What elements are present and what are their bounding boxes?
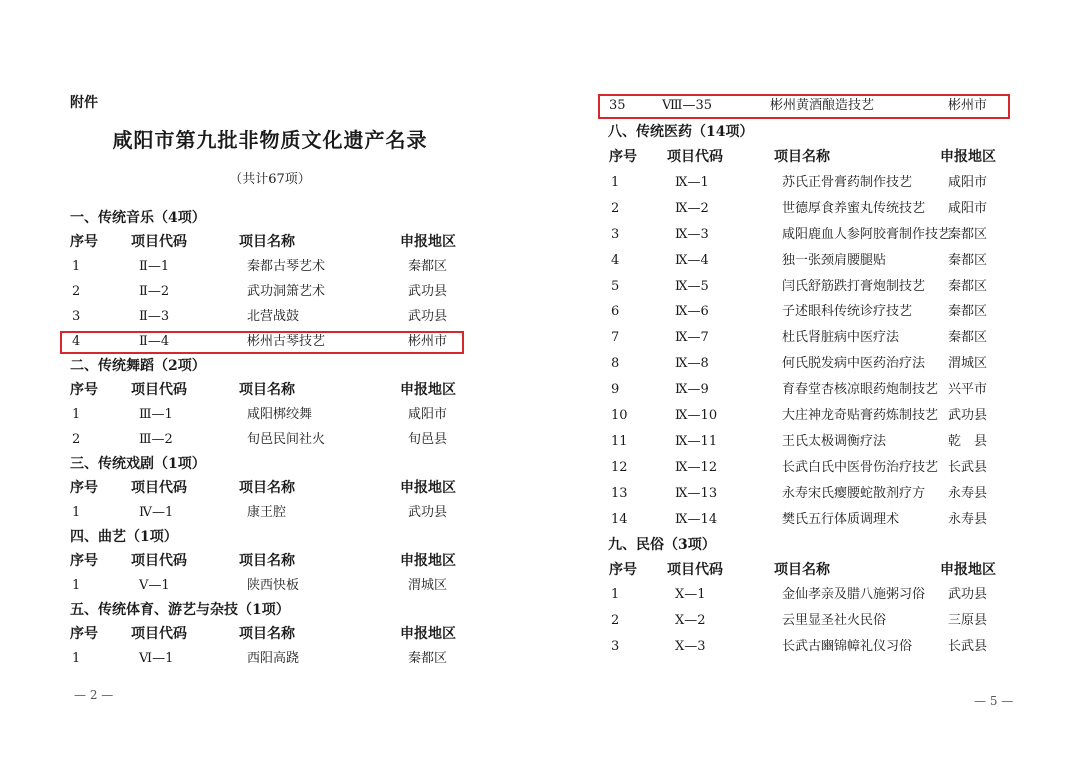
header-cell: 序号 (70, 626, 98, 642)
cell-region: 兴平市 (948, 382, 988, 398)
cell-region: 乾 县 (948, 433, 988, 449)
header-cell: 申报地区 (400, 626, 456, 642)
table-row (540, 352, 1080, 376)
cell-region: 秦都区 (948, 278, 988, 294)
cell-name: 樊氏五行体质调理术 (782, 511, 900, 527)
header-cell: 项目代码 (131, 234, 187, 250)
header-cell: 项目代码 (131, 382, 187, 398)
cell-name: 咸阳鹿血人参阿胶膏制作技艺 (782, 226, 952, 242)
cell-no: 3 (611, 639, 620, 655)
cell-name: 何氏脱发病中医药治疗法 (782, 356, 926, 372)
table-row (540, 482, 1080, 506)
document-subtitle: （共计67项） (229, 172, 311, 187)
cell-code: Ⅱ—4 (139, 334, 170, 349)
cell-region: 彬州市 (948, 98, 988, 113)
cell-name: 长武白氏中医骨伤治疗技艺 (782, 459, 939, 475)
cell-no: 4 (611, 252, 620, 268)
cell-no: 9 (611, 382, 620, 398)
section-title: 九、民俗（3项） (608, 536, 716, 553)
cell-code: Ⅸ—7 (675, 330, 709, 346)
cell-name: 世德厚食养蜜丸传统技艺 (782, 200, 926, 216)
cell-code: Ⅳ—1 (139, 505, 174, 520)
section-title: 五、传统体育、游艺与杂技（1项） (70, 602, 290, 618)
cell-no: 2 (611, 613, 620, 629)
cell-no: 1 (611, 174, 620, 190)
cell-code: Ⅸ—10 (675, 408, 718, 423)
table-header (0, 230, 540, 254)
cell-name: 独一张颈肩腰腿贴 (782, 252, 887, 268)
table-row (0, 647, 540, 671)
page-number: — 2 — (74, 688, 114, 702)
cell-region: 永寿县 (948, 511, 988, 527)
table-row (540, 430, 1080, 454)
cell-code: Ⅸ—14 (675, 511, 718, 527)
cell-name: 育春堂杏核凉眼药炮制技艺 (782, 382, 939, 398)
header-cell: 项目名称 (239, 553, 295, 569)
table-row (540, 609, 1080, 633)
table-row (0, 501, 540, 525)
table-header (0, 622, 540, 646)
table-header (0, 549, 540, 573)
cell-region: 三原县 (948, 613, 988, 629)
cell-region: 秦都区 (948, 330, 988, 346)
header-cell: 序号 (609, 561, 637, 578)
section-title: 二、传统舞蹈（2项） (70, 358, 206, 374)
table-header (540, 558, 1080, 582)
cell-no: 2 (72, 432, 81, 447)
cell-no: 1 (72, 651, 81, 666)
header-cell: 项目名称 (774, 149, 830, 165)
cell-name: 云里显圣社火民俗 (782, 613, 887, 629)
cell-code: Ⅸ—5 (675, 278, 709, 294)
table-row (540, 583, 1080, 607)
section-title: 一、传统音乐（4项） (70, 210, 206, 226)
table-header (0, 476, 540, 500)
header-cell: 序号 (70, 234, 98, 250)
cell-code: Ⅸ—3 (675, 226, 709, 242)
table-row (540, 635, 1080, 659)
cell-name: 彬州古琴技艺 (247, 334, 326, 349)
header-cell: 序号 (609, 149, 637, 165)
header-cell: 项目代码 (131, 553, 187, 569)
cell-region: 武功县 (948, 587, 988, 603)
cell-code: Ⅸ—12 (675, 459, 718, 475)
table-header (0, 378, 540, 402)
cell-name: 北营战鼓 (247, 309, 300, 324)
table-row (0, 428, 540, 452)
table-row (0, 574, 540, 598)
cell-code: Ⅱ—3 (139, 309, 170, 324)
header-cell: 申报地区 (940, 561, 996, 578)
cell-region: 永寿县 (948, 485, 988, 501)
header-cell: 序号 (70, 382, 98, 398)
cell-no: 3 (72, 309, 81, 324)
table-row (0, 280, 540, 304)
cell-code: Ⅸ—8 (675, 356, 709, 372)
cell-region: 长武县 (948, 639, 988, 655)
cell-region: 秦都区 (948, 226, 988, 242)
cell-region: 咸阳市 (408, 407, 448, 422)
cell-name: 金仙孝亲及腊八施粥习俗 (782, 587, 926, 603)
header-cell: 申报地区 (400, 382, 456, 398)
cell-region: 渭城区 (948, 356, 988, 372)
cell-region: 武功县 (948, 408, 988, 423)
cell-name: 康王腔 (247, 505, 287, 520)
cell-region: 彬州市 (408, 334, 448, 349)
cell-code: Ⅸ—6 (675, 304, 709, 320)
cell-no: 7 (611, 330, 620, 346)
cell-name: 大庄神龙奇贴膏药炼制技艺 (782, 408, 939, 423)
page-number: — 5 — (974, 694, 1014, 708)
highlight-box (60, 331, 464, 354)
cell-no: 12 (611, 459, 628, 475)
table-row (540, 223, 1080, 247)
cell-region: 咸阳市 (948, 174, 988, 190)
table-row (0, 255, 540, 279)
cell-code: Ⅲ—2 (139, 432, 173, 447)
section-title: 八、传统医药（14项） (608, 124, 754, 140)
cell-region: 长武县 (948, 459, 988, 475)
cell-name: 永寿宋氏瘿腰蛇散剂疗方 (782, 485, 926, 501)
attachment-label: 附件 (70, 95, 98, 111)
cell-no: 6 (611, 304, 620, 320)
cell-code: Ⅸ—13 (675, 485, 718, 501)
cell-code: Ⅸ—11 (675, 433, 718, 449)
cell-no: 11 (611, 433, 628, 449)
table-row (540, 275, 1080, 299)
cell-name: 长武古豳锦幛礼仪习俗 (782, 639, 913, 655)
header-cell: 项目名称 (774, 561, 830, 578)
header-cell: 申报地区 (400, 553, 456, 569)
header-cell: 项目名称 (239, 480, 295, 496)
header-cell: 项目名称 (239, 382, 295, 398)
header-cell: 项目代码 (131, 480, 187, 496)
cell-no: 2 (72, 284, 81, 299)
cell-code: Ⅹ—3 (675, 639, 706, 655)
table-row (540, 249, 1080, 273)
cell-no: 2 (611, 200, 620, 216)
cell-code: Ⅸ—2 (675, 200, 709, 216)
cell-region: 武功县 (408, 309, 448, 324)
header-cell: 项目名称 (239, 234, 295, 250)
cell-region: 秦都区 (408, 259, 448, 274)
section-title: 三、传统戏剧（1项） (70, 456, 206, 472)
cell-name: 秦都古琴艺术 (247, 259, 326, 274)
cell-region: 咸阳市 (948, 200, 988, 216)
cell-no: 5 (611, 278, 620, 294)
header-cell: 序号 (70, 480, 98, 496)
header-cell: 申报地区 (400, 234, 456, 250)
cell-no: 1 (72, 578, 81, 593)
cell-no: 8 (611, 356, 620, 372)
header-cell: 项目代码 (667, 561, 723, 578)
table-row (540, 456, 1080, 480)
table-row (0, 403, 540, 427)
table-row (540, 300, 1080, 324)
cell-region: 武功县 (408, 284, 448, 299)
cell-code: Ⅷ—35 (662, 98, 713, 113)
cell-region: 武功县 (408, 505, 448, 520)
cell-no: 4 (72, 334, 81, 349)
cell-code: Ⅹ—1 (675, 587, 706, 603)
table-row (540, 378, 1080, 402)
table-row (540, 404, 1080, 428)
cell-region: 旬邑县 (408, 432, 448, 447)
header-cell: 项目名称 (239, 626, 295, 642)
cell-code: Ⅱ—2 (139, 284, 170, 299)
cell-no: 10 (611, 408, 628, 423)
cell-code: Ⅹ—2 (675, 613, 706, 629)
cell-no: 1 (72, 259, 81, 274)
cell-code: Ⅸ—1 (675, 174, 709, 190)
cell-code: Ⅴ—1 (139, 578, 170, 593)
cell-code: Ⅵ—1 (139, 651, 174, 666)
cell-name: 王氏太极调衡疗法 (782, 433, 887, 449)
cell-region: 秦都区 (948, 304, 988, 320)
table-row (540, 171, 1080, 195)
cell-name: 咸阳梆绞舞 (247, 407, 313, 422)
cell-no: 13 (611, 485, 628, 501)
cell-no: 1 (72, 407, 81, 422)
header-cell: 项目代码 (131, 626, 187, 642)
table-row (540, 326, 1080, 350)
cell-no: 14 (611, 511, 628, 527)
table-header (540, 145, 1080, 169)
cell-name: 彬州黄酒酿造技艺 (770, 98, 875, 113)
cell-name: 陕西快板 (247, 578, 300, 593)
section-title: 四、曲艺（1项） (70, 529, 178, 545)
cell-no: 35 (609, 98, 626, 113)
cell-name: 苏氏正骨膏药制作技艺 (782, 174, 913, 190)
table-row (540, 197, 1080, 221)
cell-no: 1 (611, 587, 620, 603)
cell-name: 杜氏肾脏病中医疗法 (782, 330, 900, 346)
cell-region: 秦都区 (948, 252, 988, 268)
cell-name: 子述眼科传统诊疗技艺 (782, 304, 913, 320)
table-row (540, 508, 1080, 532)
highlight-box (598, 94, 1010, 119)
cell-no: 3 (611, 226, 620, 242)
header-cell: 序号 (70, 553, 98, 569)
cell-code: Ⅸ—9 (675, 382, 709, 398)
cell-region: 渭城区 (408, 578, 448, 593)
cell-no: 1 (72, 505, 81, 520)
cell-code: Ⅲ—1 (139, 407, 173, 422)
header-cell: 申报地区 (940, 149, 996, 165)
cell-name: 西阳高跷 (247, 651, 300, 666)
right-page (540, 0, 1080, 764)
table-row (0, 305, 540, 329)
cell-code: Ⅸ—4 (675, 252, 709, 268)
header-cell: 项目代码 (667, 149, 723, 165)
cell-name: 旬邑民间社火 (247, 432, 326, 447)
document-title: 咸阳市第九批非物质文化遗产名录 (112, 128, 428, 152)
cell-name: 武功洞箫艺术 (247, 284, 326, 299)
cell-code: Ⅱ—1 (139, 259, 170, 274)
cell-name: 闫氏舒筋跌打膏炮制技艺 (782, 278, 926, 294)
cell-region: 秦都区 (408, 651, 448, 666)
header-cell: 申报地区 (400, 480, 456, 496)
